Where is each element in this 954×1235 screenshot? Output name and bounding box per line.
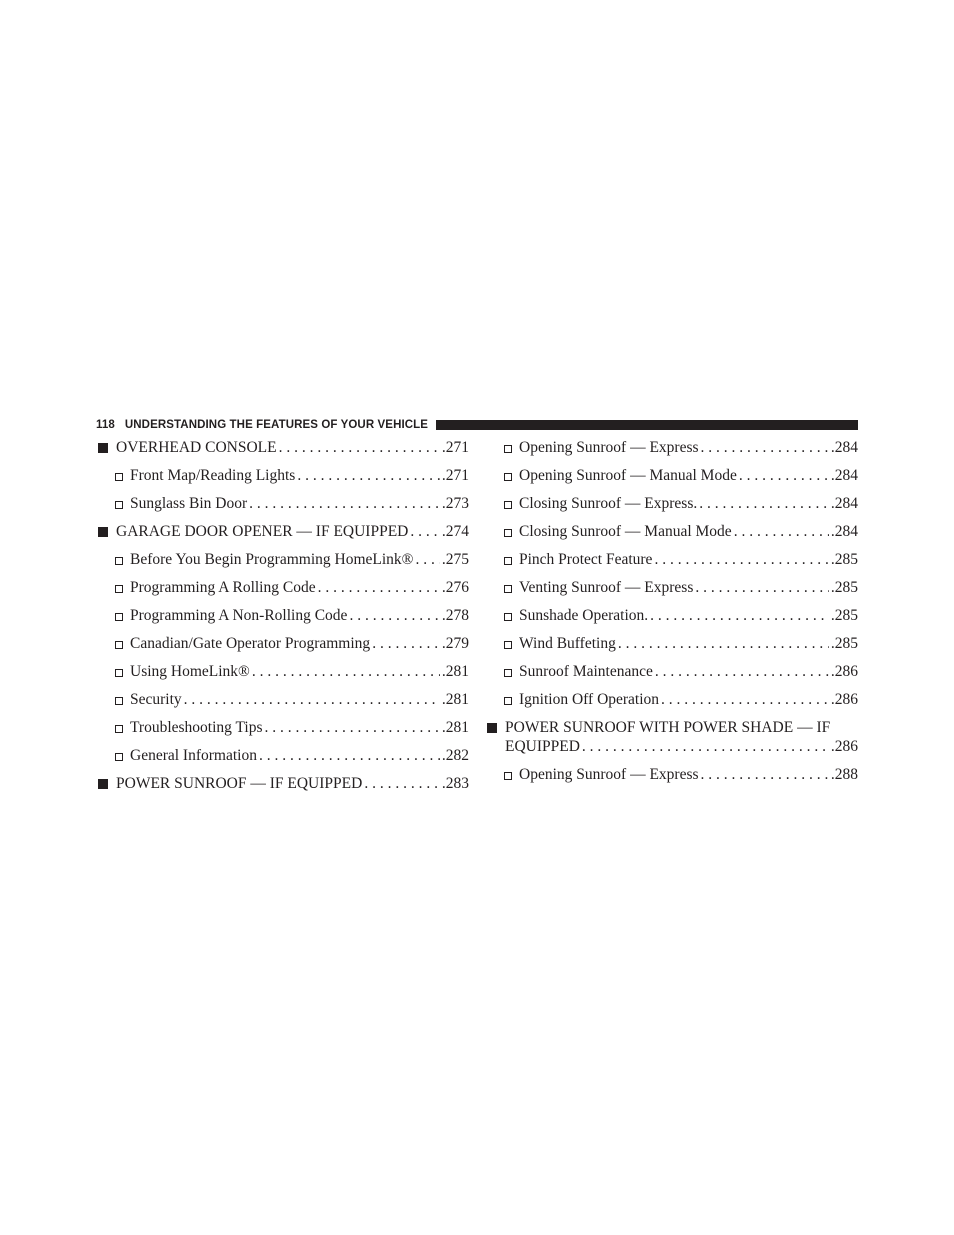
toc-entry-title: Opening Sunroof — Express xyxy=(519,766,699,783)
toc-entry-title: POWER SUNROOF — IF EQUIPPED xyxy=(116,775,363,792)
toc-entry[interactable] xyxy=(96,714,469,742)
dot-leader xyxy=(739,466,829,485)
toc-entry[interactable] xyxy=(485,518,858,546)
toc-entry-page: .273 xyxy=(441,495,469,512)
toc-entry-page: .282 xyxy=(441,747,469,764)
toc-entry-title: Wind Buffeting xyxy=(519,635,616,652)
toc-entry-title: Before You Begin Programming HomeLink® xyxy=(130,551,414,568)
toc-entry-title: Closing Sunroof — Express. xyxy=(519,495,698,512)
toc-entry-page: .286 xyxy=(830,691,858,708)
toc-entry[interactable] xyxy=(485,630,858,658)
hollow-square-icon xyxy=(115,613,123,621)
dot-leader xyxy=(701,765,829,784)
toc-entry-page: .281 xyxy=(441,691,469,708)
toc-entry[interactable] xyxy=(485,714,858,761)
dot-leader xyxy=(184,690,440,709)
dot-leader xyxy=(661,690,829,709)
hollow-square-icon xyxy=(504,473,512,481)
toc-entry[interactable] xyxy=(96,518,469,546)
toc-entry[interactable] xyxy=(96,574,469,602)
toc-entry-page: .284 xyxy=(830,523,858,540)
hollow-square-icon xyxy=(115,669,123,677)
toc-entry-title: Sunglass Bin Door xyxy=(130,495,248,512)
toc-entry[interactable] xyxy=(96,686,469,714)
dot-leader xyxy=(699,494,829,513)
header-rule xyxy=(436,420,858,430)
toc-entry-page: .285 xyxy=(830,607,858,624)
dot-leader xyxy=(618,634,829,653)
hollow-square-icon xyxy=(504,613,512,621)
hollow-square-icon xyxy=(504,445,512,453)
filled-square-icon xyxy=(98,779,108,789)
filled-square-icon xyxy=(98,443,108,453)
toc-right-column xyxy=(485,434,858,789)
toc-entry[interactable] xyxy=(485,574,858,602)
dot-leader xyxy=(650,606,829,625)
toc-entry-page: .271 xyxy=(441,439,469,456)
dot-leader xyxy=(279,438,440,457)
dot-leader xyxy=(364,774,440,793)
toc-entry-title: General Information xyxy=(130,747,257,764)
toc-entry[interactable] xyxy=(96,490,469,518)
dot-leader xyxy=(734,522,829,541)
toc-entry-title: Troubleshooting Tips xyxy=(130,719,263,736)
toc-entry-title: Opening Sunroof — Manual Mode xyxy=(519,467,737,484)
toc-entry[interactable] xyxy=(96,602,469,630)
toc-entry[interactable] xyxy=(96,434,469,462)
hollow-square-icon xyxy=(115,501,123,509)
dot-leader xyxy=(249,494,440,513)
toc-entry-page: .271 xyxy=(441,467,469,484)
toc-entry-title: Sunshade Operation. xyxy=(519,607,649,624)
toc-entry-title: GARAGE DOOR OPENER — IF EQUIPPED xyxy=(116,523,409,540)
dot-leader xyxy=(372,634,440,653)
toc-entry[interactable] xyxy=(485,462,858,490)
toc-entry[interactable] xyxy=(96,742,469,770)
hollow-square-icon xyxy=(504,641,512,649)
dot-leader xyxy=(695,578,829,597)
toc-entry-page: .285 xyxy=(830,635,858,652)
toc-entry-title: POWER SUNROOF WITH POWER SHADE — IF xyxy=(505,719,831,736)
filled-square-icon xyxy=(98,527,108,537)
toc-left-column xyxy=(96,434,469,798)
dot-leader xyxy=(297,466,440,485)
page-header xyxy=(96,417,858,433)
dot-leader xyxy=(415,550,439,569)
hollow-square-icon xyxy=(115,697,123,705)
hollow-square-icon xyxy=(504,669,512,677)
toc-entry-title: Venting Sunroof — Express xyxy=(519,579,694,596)
toc-entry[interactable] xyxy=(96,658,469,686)
toc-entry-title: Opening Sunroof — Express xyxy=(519,439,699,456)
dot-leader xyxy=(410,522,440,541)
hollow-square-icon xyxy=(504,501,512,509)
hollow-square-icon xyxy=(504,772,512,780)
toc-entry-page: .274 xyxy=(441,523,469,540)
hollow-square-icon xyxy=(504,529,512,537)
toc-entry-page: .285 xyxy=(830,579,858,596)
toc-entry-title: Using HomeLink® xyxy=(130,663,250,680)
toc-entry-title: Canadian/Gate Operator Programming xyxy=(130,635,371,652)
hollow-square-icon xyxy=(504,697,512,705)
toc-entry[interactable] xyxy=(96,630,469,658)
dot-leader xyxy=(265,718,440,737)
toc-entry-page: .286 xyxy=(830,663,858,680)
dot-leader xyxy=(349,606,439,625)
dot-leader xyxy=(654,550,828,569)
dot-leader xyxy=(252,662,440,681)
filled-square-icon xyxy=(487,723,497,733)
hollow-square-icon xyxy=(504,557,512,565)
toc-entry-title: Security xyxy=(130,691,182,708)
page-number: 118 xyxy=(96,419,115,431)
hollow-square-icon xyxy=(115,585,123,593)
toc-entry[interactable] xyxy=(96,546,469,574)
toc-entry-title: Pinch Protect Feature xyxy=(519,551,653,568)
dot-leader xyxy=(701,438,829,457)
toc-entry-page: .275 xyxy=(441,551,469,568)
toc-entry-page: .279 xyxy=(441,635,469,652)
toc-entry-title: OVERHEAD CONSOLE xyxy=(116,439,277,456)
toc-entry-page: .284 xyxy=(830,495,858,512)
toc-entry[interactable] xyxy=(485,434,858,462)
toc-entry-page: .281 xyxy=(441,719,469,736)
toc-entry-title: Programming A Non-Rolling Code xyxy=(130,607,348,624)
toc-entry-page: .276 xyxy=(441,579,469,596)
toc-entry[interactable] xyxy=(485,546,858,574)
dot-leader xyxy=(655,662,829,681)
dot-leader xyxy=(318,578,440,597)
hollow-square-icon xyxy=(115,753,123,761)
toc-entry-title: Front Map/Reading Lights xyxy=(130,467,296,484)
toc-entry-title-continued: EQUIPPED xyxy=(505,738,580,755)
toc-entry-page: .286 xyxy=(830,738,858,755)
toc-entry-page: .283 xyxy=(441,775,469,792)
hollow-square-icon xyxy=(115,557,123,565)
dot-leader xyxy=(259,746,440,765)
toc-entry-page: .284 xyxy=(830,467,858,484)
toc-entry-title: Programming A Rolling Code xyxy=(130,579,316,596)
toc-entry-page: .278 xyxy=(441,607,469,624)
toc-entry-title: Ignition Off Operation xyxy=(519,691,660,708)
toc-entry-page: .285 xyxy=(830,551,858,568)
toc-entry-page: .288 xyxy=(830,766,858,783)
toc-entry[interactable] xyxy=(96,462,469,490)
toc-entry[interactable] xyxy=(96,770,469,798)
hollow-square-icon xyxy=(115,725,123,733)
toc-entry[interactable] xyxy=(485,761,858,789)
hollow-square-icon xyxy=(115,473,123,481)
dot-leader xyxy=(582,737,829,756)
toc-entry-title: Closing Sunroof — Manual Mode xyxy=(519,523,732,540)
hollow-square-icon xyxy=(115,641,123,649)
toc-entry[interactable] xyxy=(485,686,858,714)
toc-entry[interactable] xyxy=(485,658,858,686)
toc-entry[interactable] xyxy=(485,602,858,630)
toc-entry-page: .281 xyxy=(441,663,469,680)
chapter-title: UNDERSTANDING THE FEATURES OF YOUR VEHICLE xyxy=(124,419,429,431)
toc-entry-page: .284 xyxy=(830,439,858,456)
hollow-square-icon xyxy=(504,585,512,593)
toc-entry-title: Sunroof Maintenance xyxy=(519,663,653,680)
toc-entry[interactable] xyxy=(485,490,858,518)
